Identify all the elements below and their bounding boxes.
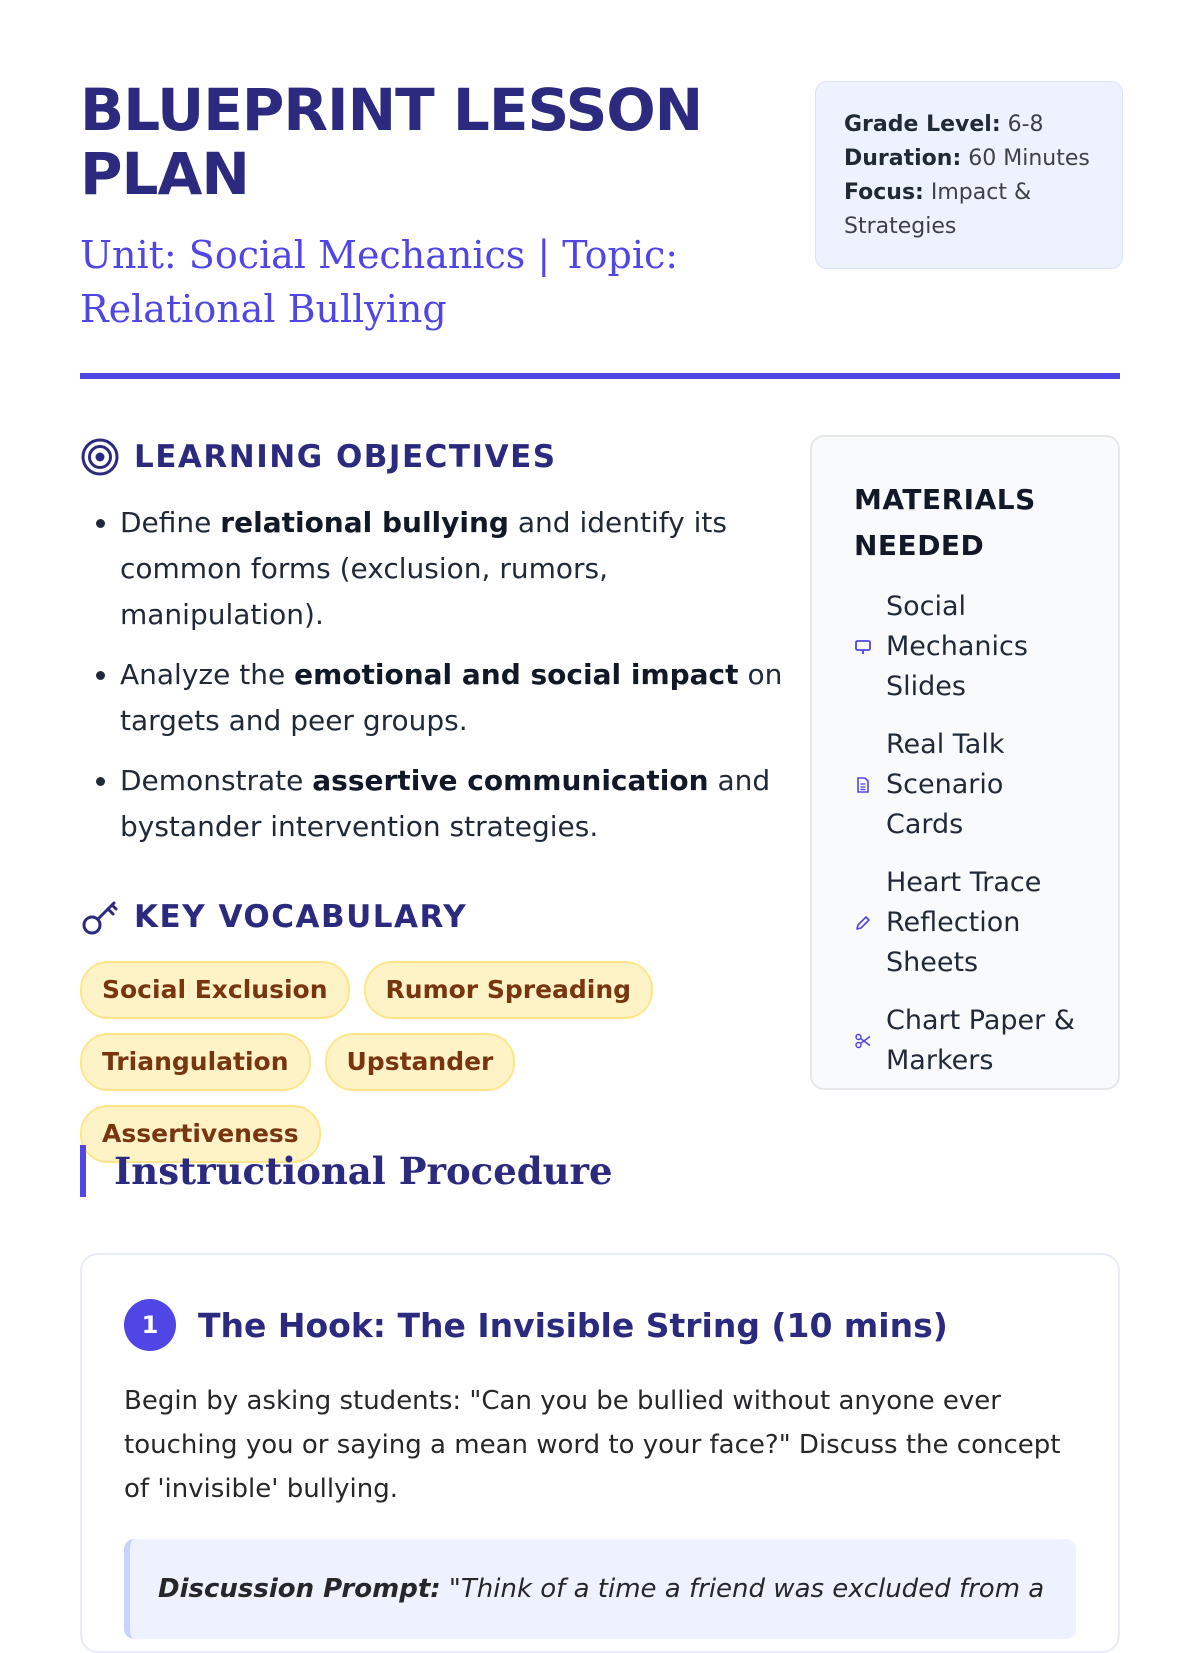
- meta-focus: [844, 176, 1094, 244]
- meta-grade: [844, 108, 1094, 142]
- material-label: Real Talk Scenario Cards: [886, 729, 1005, 840]
- meta-duration: [844, 142, 1094, 176]
- vocab-chip: Upstander: [325, 1033, 516, 1091]
- objectives-heading: LEARNING OBJECTIVES: [134, 439, 557, 475]
- objectives-heading-row: [80, 437, 557, 477]
- material-item: [854, 863, 1088, 983]
- material-label: Social Mechanics Slides: [886, 591, 1028, 702]
- material-item: [854, 587, 1088, 707]
- prompt-label: Discussion Prompt:: [158, 1574, 441, 1604]
- step-number-badge: 1: [124, 1299, 176, 1351]
- materials-heading: MATERIALS NEEDED: [854, 483, 1036, 562]
- scissors-icon: [854, 1032, 872, 1050]
- pencil-icon: [854, 914, 872, 932]
- key-icon: [80, 897, 120, 937]
- header-divider: [80, 373, 1120, 379]
- page-subtitle: Unit: Social Mechanics | Topic: Relational Bullying: [80, 233, 679, 331]
- vocab-chip: Social Exclusion: [80, 961, 350, 1019]
- vocabulary-heading: KEY VOCABULARY: [134, 899, 468, 935]
- meta-focus-value: Impact & Strategies: [844, 180, 1032, 239]
- objectives-list: [90, 500, 790, 864]
- material-label: Heart Trace Reflection Sheets: [886, 867, 1042, 978]
- vocabulary-heading-row: [80, 897, 467, 937]
- step-header: [124, 1299, 1076, 1351]
- material-item: [854, 725, 1088, 845]
- target-icon: [80, 437, 120, 477]
- prompt-text: "Think of a time a friend was excluded from a: [440, 1574, 1045, 1604]
- meta-duration-value: 60 Minutes: [968, 146, 1090, 171]
- material-item: [854, 1001, 1088, 1081]
- page-title: BLUEPRINT LESSON PLAN: [80, 76, 703, 208]
- document-icon: [854, 776, 872, 794]
- procedure-heading-block: [80, 1145, 613, 1197]
- procedure-heading: Instructional Procedure: [114, 1149, 613, 1193]
- vocab-chip: Assertiveness: [80, 1105, 321, 1163]
- vocab-chip: Rumor Spreading: [364, 961, 654, 1019]
- material-label: Chart Paper & Markers: [886, 1005, 1075, 1076]
- step-description: Begin by asking students: "Can you be bullied without anyone ever touching you or saying a mean word to your face?" Discuss the concept of 'invisible' bullying.: [124, 1386, 1061, 1504]
- meta-grade-label: Grade Level:: [844, 112, 1001, 137]
- meta-duration-label: Duration:: [844, 146, 962, 171]
- presentation-icon: [854, 638, 872, 656]
- step-title: The Hook: The Invisible String (10 mins): [198, 1305, 948, 1345]
- objective-item: • Demonstrate assertive communication and bystander intervention strategies.: [120, 758, 790, 850]
- lesson-header: [80, 78, 1120, 336]
- objective-item: • Analyze the emotional and social impact on targets and peer groups.: [120, 652, 790, 744]
- objective-item: • Define relational bullying and identify its common forms (exclusion, rumors, manipulation).: [120, 500, 790, 638]
- materials-panel: [810, 435, 1120, 1090]
- procedure-step-card: [80, 1253, 1120, 1653]
- discussion-prompt: [124, 1539, 1076, 1639]
- meta-grade-value: 6-8: [1007, 112, 1044, 137]
- lesson-meta-box: [815, 81, 1123, 269]
- vocab-chip: Triangulation: [80, 1033, 311, 1091]
- vocabulary-chips: [80, 961, 760, 1163]
- meta-focus-label: Focus:: [844, 180, 924, 205]
